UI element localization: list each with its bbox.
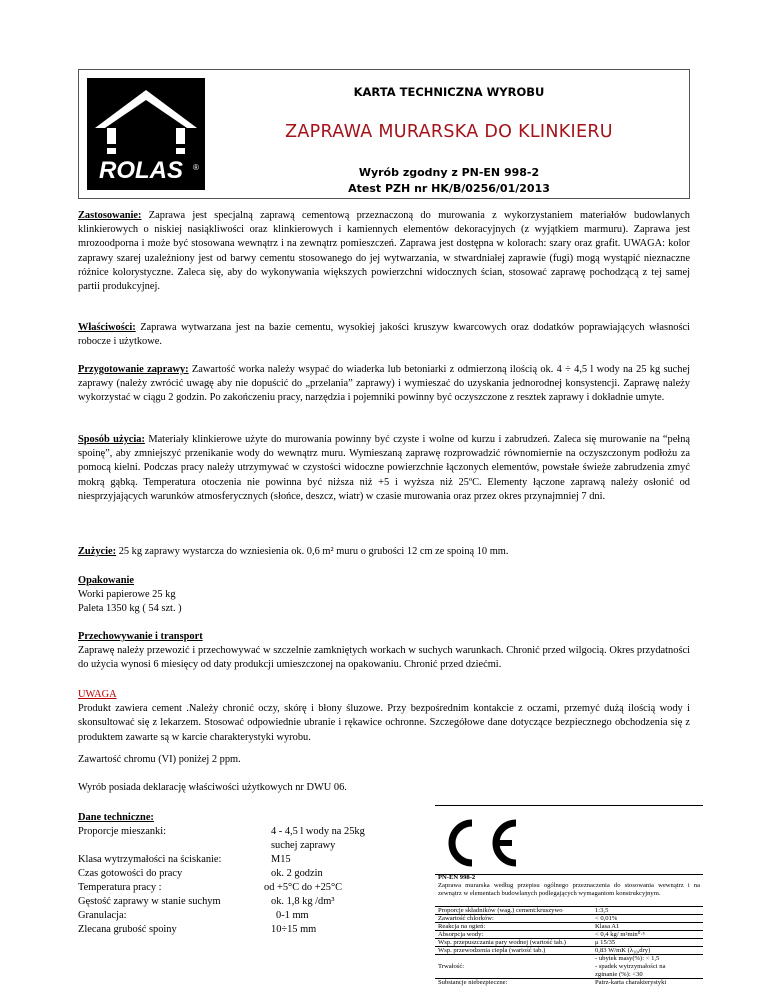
label-uwaga: UWAGA: [78, 689, 117, 700]
ce-value-2: - spadek wytrzymałości na: [595, 963, 666, 970]
svg-text:®: ®: [193, 163, 199, 172]
ce-top-rule: [435, 805, 703, 806]
text-zastosowanie: Zaprawa jest specjalną zaprawą cementową przeznaczoną do murowania z wykorzystaniem materiałów budowlanych klinkierowych o niskiej nasiąkliwości oraz klinkierowych i kamiennych elementów dekoracyjnych (z wyjątkiem marmuru). Zaprawa jest mrozoodporna i może być stosowana wewnątrz i na zewnątrz pomieszczeń. Zaprawa jest dostępna w kolorach: szary oraz grafit. UWAGA: kolor zaprawy szarej uzależniony jest od barwy cementu stosowanego do jej wytwarzania, w stwardniałej zaprawie (fugi) mogą wystąpić nieznaczne różnice kolorystyczne. Zaleca się, aby do wykonywania większych powierzchni widocznych ścian, stosować zaprawę pochodzącą z tej samej partii produkcyjnej.: [78, 210, 690, 293]
opakowanie-line-2: Paleta 1350 kg ( 54 szt. ): [78, 603, 182, 615]
text-przygotowanie: Zawartość worka należy wsypać do wiaderka lub betoniarki z odmierzoną ilością ok. 4 ÷ 4,5 l wody na 25 kg suchej zaprawy (należy zwrócić uwagę aby nie dopuścić do „przelania” zaprawy) i wymieszać do uzyskania jednorodnej konsystencji. Zaprawę należy wykorzystać w ciągu 2 godzin. Po zakończeniu pracy, narzędzia i pojemniki powinny być oczyszczone z resztek zaprawy i dokładnie umyte.: [78, 364, 690, 404]
tech-value: M15: [271, 854, 291, 865]
section-przygotowanie: [78, 363, 690, 406]
ce-key: Substancje niebezpieczne:: [438, 979, 508, 986]
label-przygotowanie: Przygotowanie zaprawy:: [78, 364, 189, 375]
tech-value: od +5°C do +25°C: [264, 882, 343, 893]
ce-value: Klasa A1: [595, 923, 620, 930]
text-przechowywanie: Zaprawę należy przewozić i przechowywać w szczelnie zamkniętych workach w suchych warunkach. Chronić przed wilgocią. Okres przydatności do użycia wynosi 6 miesięcy od daty produkcji umieszczonej na opakowaniu. Chronić przed dziećmi.: [78, 645, 690, 671]
section-opakowanie: [78, 574, 690, 617]
ce-key: Zawartość chlorków:: [438, 915, 494, 922]
opakowanie-line-1: Worki papierowe 25 kg: [78, 589, 176, 601]
ce-value: Patrz-karta charakterystyki: [595, 979, 667, 986]
ce-key: Wsp. przepuszczania pary wodnej (wartość tab.): [438, 939, 566, 946]
tech-key: Klasa wytrzymałości na ściskanie:: [78, 854, 222, 865]
tech-value: ok. 1,8 kg /dm³: [271, 896, 335, 907]
section-sposob: [78, 433, 690, 504]
tech-key: Temperatura pracy :: [78, 882, 162, 893]
ce-value: μ 15/35: [595, 939, 616, 946]
tech-key: Czas gotowości do pracy: [78, 868, 183, 879]
text-zuzycie: 25 kg zaprawy wystarcza do wzniesienia ok. 0,6 m² muru o grubości 12 cm ze spoiną 10 mm.: [116, 546, 509, 557]
chrom-note: Zawartość chromu (VI) poniżej 2 ppm.: [78, 754, 241, 765]
ce-value: < 0,4 kg/ m²min⁰·⁵: [595, 931, 645, 938]
label-zastosowanie: Zastosowanie:: [78, 210, 142, 221]
tech-value: ok. 2 godzin: [271, 868, 323, 879]
text-wlasciwosci: Zaprawa wytwarzana jest na bazie cementu, wysokiej jakości kruszyw kwarcowych oraz dodatków poprawiających własności robocze i użytkowe.: [78, 322, 690, 348]
rolas-logo: [87, 78, 205, 190]
tech-label: Dane techniczne:: [78, 812, 154, 823]
ce-description: Zaprawa murarska według przepisu ogólnego przeznaczenia do stosowania wewnątrz i na zewnątrz w elementach budowlanych podlegających wymaganiom konstrukcyjnym.: [438, 882, 700, 898]
ce-key: Reakcja na ogień:: [438, 923, 486, 930]
ce-row: [435, 978, 703, 987]
ce-separator: [435, 874, 703, 875]
section-uwaga: [78, 688, 690, 745]
ce-key: Proporcje składników (wag.) cement:kruszywo: [438, 907, 563, 914]
ce-mark-icon: [438, 817, 528, 869]
doc-type: KARTA TECHNICZNA WYROBU: [353, 85, 545, 99]
ce-key: Wsp. przewodzenia ciepła (wartość tab.): [438, 947, 546, 954]
section-zastosowanie: [78, 209, 690, 294]
tech-key: Proporcje mieszanki:: [78, 826, 167, 837]
header-box: [78, 69, 690, 199]
label-sposob: Sposób użycia:: [78, 434, 145, 445]
logo-text: ROLAS: [99, 157, 183, 184]
ce-standard: PN-EN 998-2: [438, 874, 476, 881]
label-opakowanie: Opakowanie: [78, 575, 135, 586]
tech-value: 4 - 4,5 l wody na 25kg: [271, 826, 365, 837]
tech-key: Zlecana grubość spoiny: [78, 924, 177, 935]
ce-value: 1:3,5: [595, 907, 609, 914]
ce-key: Absorpcja wody:: [438, 931, 484, 938]
text-sposob: Materiały klinkierowe użyte do murowania powinny być czyste i wolne od kurzu i zabrudzeń. Zaleca się murowanie na “pełną spoinę”, aby zmniejszyć przenikanie wody do wewnątrz muru. Wymieszaną zaprawę rozprowadzić równomiernie na oczyszczonym podłożu za pomocą kielni. Podczas pracy należy utrzymywać w czystości widoczne powierzchnie łączonych elementów, powstałe świeże zabrudzenia zmyć mokrą gąbką. Temperatura otoczenia nie powinna być niższa niż +5 i wyższa niż 25ºC. Elementy łączone zaprawą należy osłonić od niesprzyjających warunków atmosferycznych (słońce, deszcz, wiatr) w czasie murowania oraz przez okres przynajmniej 7 dni.: [78, 434, 690, 502]
tech-key: Gęstość zaprawy w stanie suchym: [78, 896, 221, 907]
tech-value-2: suchej zaprawy: [271, 840, 336, 851]
section-wlasciwosci: [78, 321, 690, 349]
ce-value: < 0,01%: [595, 915, 618, 922]
ce-key: Trwałość:: [438, 963, 465, 970]
ce-value: 0,83 W/mK (λ₁₀,dry): [595, 947, 651, 954]
conformity-line-2: Atest PZH nr HK/B/0256/01/2013: [348, 182, 550, 195]
ce-row: [435, 954, 703, 979]
label-przechowywanie: Przechowywanie i transport: [78, 631, 203, 642]
section-zuzycie: [78, 545, 690, 559]
label-wlasciwosci: Właściwości:: [78, 322, 136, 333]
section-przechowywanie: [78, 630, 690, 673]
tech-value: 0-1 mm: [276, 910, 309, 921]
declaration-note: Wyrób posiada deklarację właściwości użytkowych nr DWU 06.: [78, 782, 347, 794]
tech-value: 10÷15 mm: [271, 924, 317, 935]
tech-key: Granulacja:: [78, 910, 127, 921]
text-uwaga: Produkt zawiera cement .Należy chronić oczy, skórę i błony śluzowe. Przy bezpośrednim kontakcie z oczami, przemyć dużą ilością wody i skonsultować się z lekarzem. Stosować odpowiednie ubranie i rękawice ochronne. Szczegółowe dane dotyczące bezpiecznego obchodzenia się z produktem zawarte są w karcie charakterystyki wyrobu.: [78, 703, 690, 743]
label-zuzycie: Zużycie:: [78, 546, 117, 557]
conformity-line-1: Wyrób zgodny z PN-EN 998-2: [358, 166, 540, 179]
ce-label-box: [435, 805, 703, 986]
product-title: ZAPRAWA MURARSKA DO KLINKIERU: [285, 122, 613, 142]
ce-value: - ubytek masy(%): < 1,5: [595, 955, 660, 962]
ce-value-3: zginanie (%): <30: [595, 971, 643, 978]
